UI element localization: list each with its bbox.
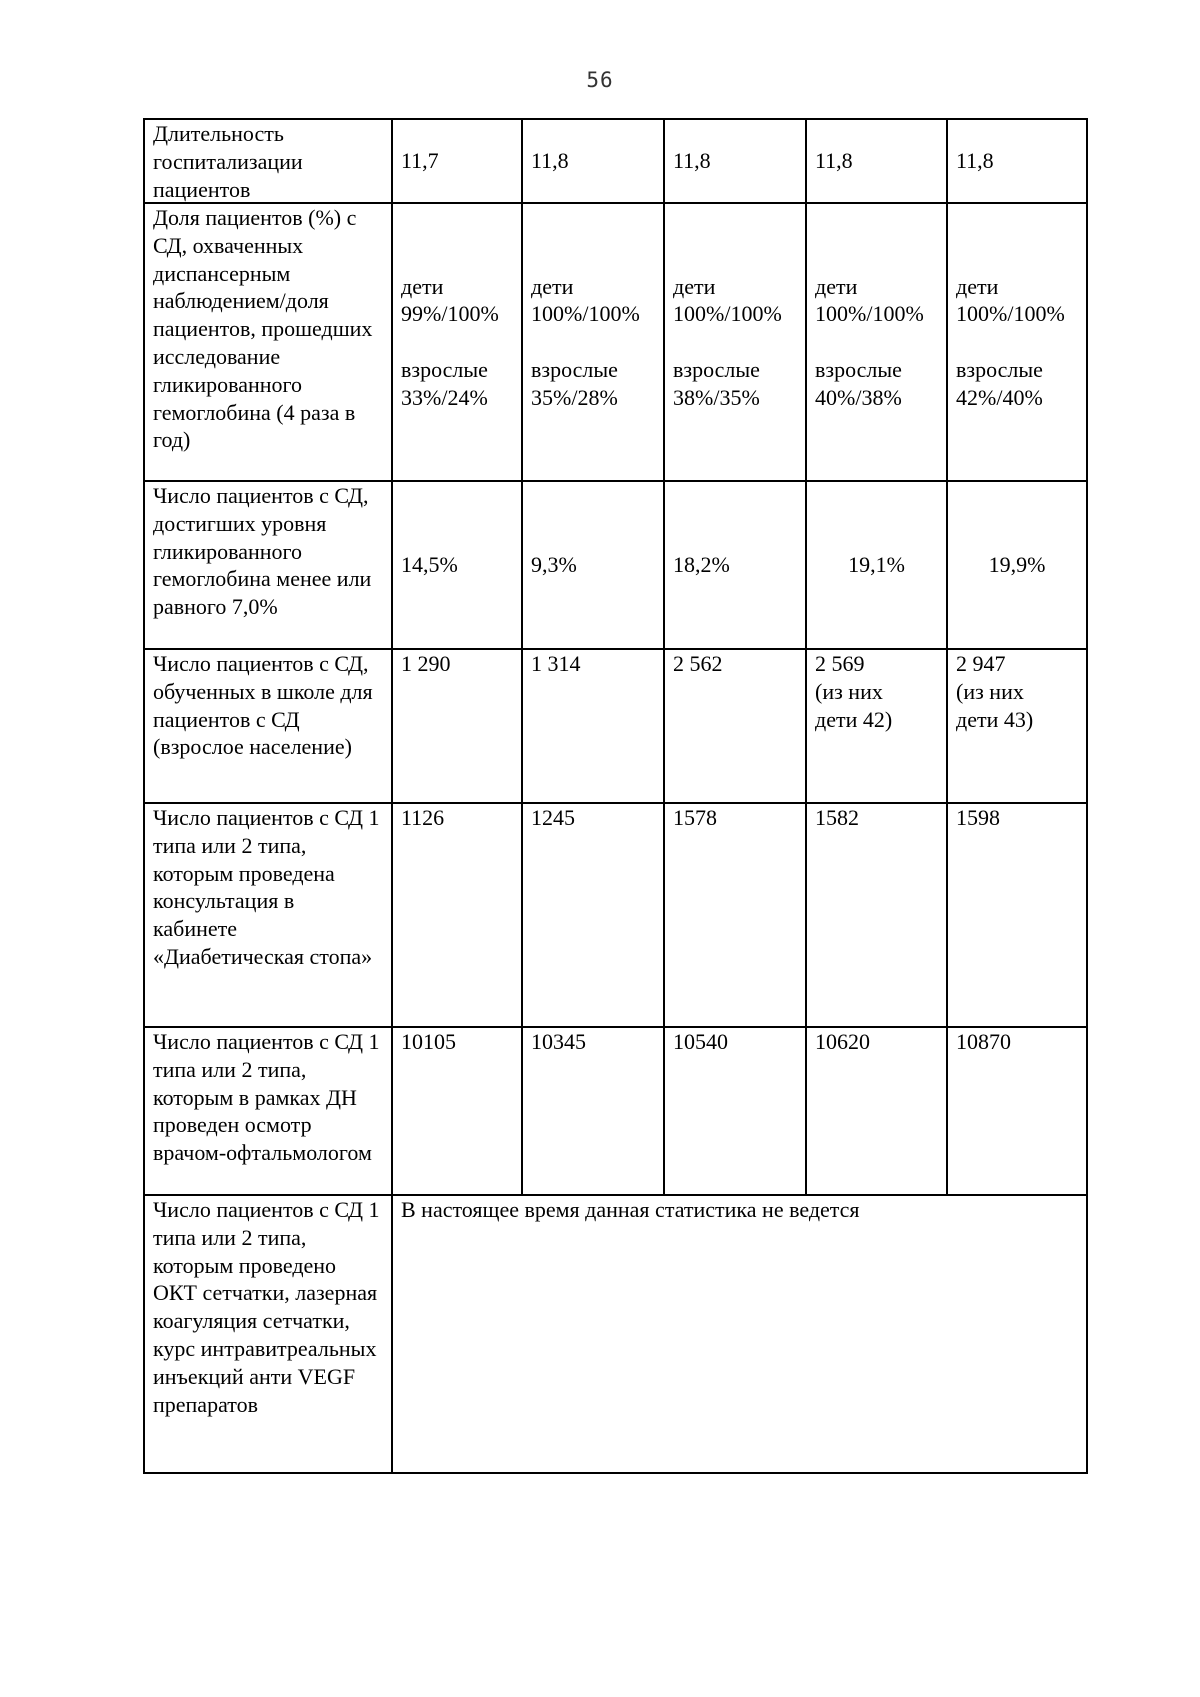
- value-cell: 1 290: [391, 648, 521, 802]
- value-cell: 10620: [805, 1026, 946, 1194]
- value-cell: [805, 118, 946, 202]
- row-label: Доля пациентов (%) с СД, охваченных диспансерным наблюдением/доля пациентов, прошедших исследование гликированного гемоглобина (4 раза в год): [143, 202, 391, 480]
- value-cell: 1126: [391, 802, 521, 1026]
- value: 11,8: [531, 148, 569, 174]
- row-label: Длительность госпитализации пациентов: [143, 118, 391, 202]
- value-cell: 2 562: [663, 648, 805, 802]
- value: 9,3%: [531, 552, 577, 578]
- value: 11,7: [401, 148, 439, 174]
- value: 18,2%: [673, 552, 730, 578]
- value: 14,5%: [401, 552, 458, 578]
- children-value: 100%/100%: [815, 301, 924, 327]
- adults-label: взрослые: [673, 356, 760, 382]
- adults-value: 33%/24%: [401, 384, 488, 410]
- row-label: Число пациентов с СД 1 типа или 2 типа, которым проведено ОКТ сетчатки, лазерная коагуляция сетчатки, курс интравитреальных инъекций анти VEGF препаратов: [143, 1194, 391, 1474]
- value-cell: 1582: [805, 802, 946, 1026]
- value-cell: [391, 480, 521, 648]
- table-row-hospitalization-duration: [143, 118, 1088, 202]
- statistics-table: [143, 118, 1088, 1474]
- value-cell: [946, 202, 1088, 480]
- children-value: 100%/100%: [531, 301, 640, 327]
- value: 11,8: [956, 148, 994, 174]
- value-cell: 1598: [946, 802, 1088, 1026]
- value-cell: [521, 118, 663, 202]
- value-cell: [663, 202, 805, 480]
- adults-value: 40%/38%: [815, 384, 902, 410]
- value-cell: 10540: [663, 1026, 805, 1194]
- table-row-retina-procedures: [143, 1194, 1088, 1474]
- table-row-ophthalmologist: [143, 1026, 1088, 1194]
- children-label: дети: [401, 273, 444, 299]
- value-cell: 1578: [663, 802, 805, 1026]
- table-row-hba1c-target: [143, 480, 1088, 648]
- page-number: 56: [586, 68, 614, 92]
- adults-value: 42%/40%: [956, 384, 1043, 410]
- children-label: дети: [815, 273, 858, 299]
- table-row-school-training: [143, 648, 1088, 802]
- children-value: 99%/100%: [401, 301, 499, 327]
- children-value: 100%/100%: [956, 301, 1065, 327]
- value-cell: [391, 118, 521, 202]
- value-cell: [946, 480, 1088, 648]
- value-cell: [521, 480, 663, 648]
- adults-value: 35%/28%: [531, 384, 618, 410]
- value-cell: 10870: [946, 1026, 1088, 1194]
- adults-label: взрослые: [401, 356, 488, 382]
- value: 11,8: [673, 148, 711, 174]
- value: 19,9%: [988, 552, 1046, 578]
- row-label: Число пациентов с СД, обученных в школе для пациентов с СД (взрослое население): [143, 648, 391, 802]
- value: 11,8: [815, 148, 853, 174]
- value-cell: 10105: [391, 1026, 521, 1194]
- table-row-diabetic-foot: [143, 802, 1088, 1026]
- children-label: дети: [673, 273, 716, 299]
- children-label: дети: [956, 273, 999, 299]
- value-cell: [805, 202, 946, 480]
- row-label: Число пациентов с СД 1 типа или 2 типа, которым проведена консультация в кабинете «Диабетическая стопа»: [143, 802, 391, 1026]
- row-label: Число пациентов с СД, достигших уровня гликированного гемоглобина менее или равного 7,0%: [143, 480, 391, 648]
- value-cell: [521, 202, 663, 480]
- note-cell: В настоящее время данная статистика не ведется: [391, 1194, 1088, 1474]
- value-cell: [663, 480, 805, 648]
- value-cell: [663, 118, 805, 202]
- value: 19,1%: [848, 552, 905, 578]
- children-value: 100%/100%: [673, 301, 782, 327]
- row-label: Число пациентов с СД 1 типа или 2 типа, которым в рамках ДН проведен осмотр врачом-офтальмологом: [143, 1026, 391, 1194]
- table-row-dispensary-coverage: [143, 202, 1088, 480]
- adults-label: взрослые: [956, 356, 1043, 382]
- value-cell: [805, 480, 946, 648]
- adults-label: взрослые: [815, 356, 902, 382]
- value-cell: [946, 118, 1088, 202]
- value-cell: 1245: [521, 802, 663, 1026]
- value-cell: 10345: [521, 1026, 663, 1194]
- value-cell: 1 314: [521, 648, 663, 802]
- value-cell: [391, 202, 521, 480]
- adults-value: 38%/35%: [673, 384, 760, 410]
- children-label: дети: [531, 273, 574, 299]
- adults-label: взрослые: [531, 356, 618, 382]
- value-cell: 2 569 (из них дети 42): [805, 648, 946, 802]
- value-cell: 2 947 (из них дети 43): [946, 648, 1088, 802]
